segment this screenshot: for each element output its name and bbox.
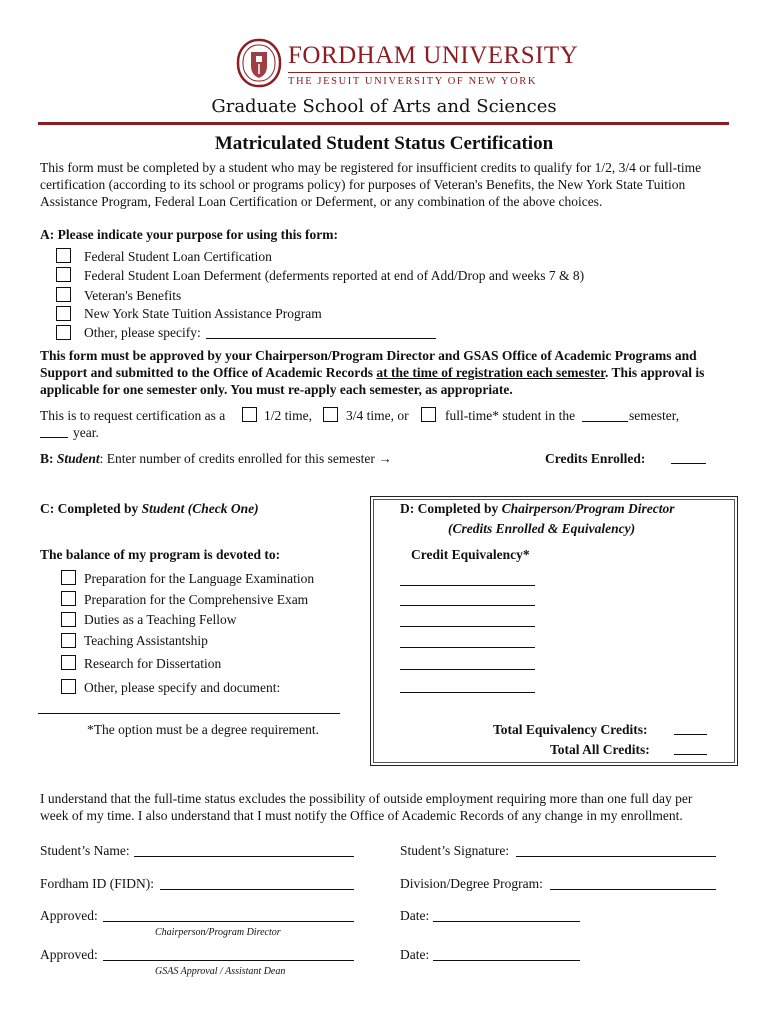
section-d-heading-prefix: D: Completed by — [400, 501, 502, 516]
program-option-label: Research for Dissertation — [84, 656, 222, 671]
logo-rule — [288, 72, 520, 73]
section-a-heading: A: Please indicate your purpose for using this form: — [40, 227, 338, 242]
approval-notice — [40, 347, 720, 398]
university-tagline: THE JESUIT UNIVERSITY OF NEW YORK — [288, 76, 538, 87]
credit-equivalency-field-3[interactable] — [400, 626, 535, 627]
approved-chair-label: Approved: — [40, 908, 98, 923]
request-prefix: This is to request certification as a — [40, 408, 226, 423]
section-b-label-student: Student — [56, 451, 100, 466]
approved-dean-label: Approved: — [40, 947, 98, 962]
purpose-loan-certification-checkbox[interactable] — [56, 248, 71, 263]
half-time-checkbox[interactable] — [242, 407, 257, 422]
division-label: Division/Degree Program: — [400, 876, 543, 891]
program-option-label: Other, please specify and document: — [84, 680, 281, 695]
total-equivalency-label: Total Equivalency Credits: — [493, 722, 648, 737]
fidn-field[interactable] — [160, 889, 354, 890]
school-name: Graduate School of Arts and Sciences — [211, 96, 557, 117]
date-chair-label: Date: — [400, 908, 430, 923]
section-b-instruction: : Enter number of credits enrolled for this semester → — [99, 451, 392, 466]
purpose-option-label: Other, please specify: — [84, 325, 201, 340]
approved-chair-caption: Chairperson/Program Director — [155, 927, 281, 938]
credit-equivalency-label: Credit Equivalency* — [411, 547, 530, 562]
section-d-subheading: (Credits Enrolled & Equivalency) — [448, 521, 636, 536]
student-signature-field[interactable] — [516, 856, 716, 857]
three-quarter-time-label: 3/4 time, or — [346, 408, 409, 423]
credit-equivalency-field-2[interactable] — [400, 605, 535, 606]
credits-enrolled-field[interactable] — [671, 463, 706, 464]
program-other-checkbox[interactable] — [61, 679, 76, 694]
date-dean-field[interactable] — [433, 960, 580, 961]
purpose-other-checkbox[interactable] — [56, 325, 71, 340]
full-time-label: full-time* student in the — [445, 408, 576, 423]
approved-chair-field[interactable] — [103, 921, 354, 922]
student-signature-label: Student’s Signature: — [400, 843, 510, 858]
purpose-loan-deferment-checkbox[interactable] — [56, 267, 71, 282]
section-c-heading-italic: Student (Check One) — [141, 501, 259, 516]
section-b-label: B: — [40, 451, 57, 466]
section-b-text — [40, 450, 392, 467]
program-option-label: Preparation for the Comprehensive Exam — [84, 592, 309, 607]
date-chair-field[interactable] — [433, 921, 580, 922]
student-name-field[interactable] — [134, 856, 354, 857]
fordham-seal-icon — [236, 38, 282, 88]
year-suffix: year. — [73, 425, 99, 440]
program-option-label: Teaching Assistantship — [84, 633, 208, 648]
program-language-exam-checkbox[interactable] — [61, 570, 76, 585]
program-teaching-fellow-checkbox[interactable] — [61, 612, 76, 627]
purpose-option-label: Federal Student Loan Certification — [84, 249, 272, 264]
program-option-label: Preparation for the Language Examination — [84, 571, 315, 586]
intro-paragraph: This form must be completed by a student who may be registered for insufficient credits to qualify for 1/2, 3/4 or full-time certification (according to its school or programs policy) for purposes of Veteran's Benefits, the New York State Tuition Assistance Program, Federal Loan Certification or Deferment, or any combination of the above choices. — [40, 160, 702, 209]
program-dissertation-checkbox[interactable] — [61, 655, 76, 670]
credit-equivalency-field-1[interactable] — [400, 585, 535, 586]
purpose-other-field[interactable] — [206, 338, 436, 339]
purpose-option-label: New York State Tuition Assistance Program — [84, 306, 322, 321]
section-c-heading-prefix: C: Completed by — [40, 501, 142, 516]
university-name: FORDHAM UNIVERSITY — [288, 42, 579, 69]
program-option-label: Duties as a Teaching Fellow — [84, 612, 237, 627]
total-equivalency-field[interactable] — [674, 734, 707, 735]
acknowledgement-paragraph: I understand that the full-time status excludes the possibility of outside employment requiring more than one full day per week of my time. I also understand that I must notify the Office of Academic Records of any change in my enrollment. — [40, 791, 693, 823]
credits-enrolled-label: Credits Enrolled: — [545, 451, 646, 466]
program-teaching-assistantship-checkbox[interactable] — [61, 633, 76, 648]
purpose-tap-checkbox[interactable] — [56, 306, 71, 321]
total-all-credits-field[interactable] — [674, 754, 707, 755]
program-other-field[interactable] — [38, 713, 340, 714]
semester-suffix: semester, — [629, 408, 680, 423]
purpose-option-label: Veteran's Benefits — [84, 288, 182, 303]
credit-equivalency-field-4[interactable] — [400, 647, 535, 648]
fidn-label: Fordham ID (FIDN): — [40, 876, 154, 891]
section-c-subheading: The balance of my program is devoted to: — [40, 547, 281, 562]
semester-field[interactable] — [582, 421, 628, 422]
approval-notice-part2: . This approval is applicable for one semester only. You must re-apply each semester, as appropriate. — [40, 365, 705, 397]
credit-equivalency-field-6[interactable] — [400, 692, 535, 693]
credit-equivalency-field-5[interactable] — [400, 669, 535, 670]
approval-notice-underlined: at the time of registration each semester — [376, 365, 606, 380]
section-c-footnote: *The option must be a degree requirement. — [87, 722, 320, 737]
three-quarter-time-checkbox[interactable] — [323, 407, 338, 422]
student-name-label: Student’s Name: — [40, 843, 130, 858]
section-d-heading-italic: Chairperson/Program Director — [501, 501, 675, 516]
approved-dean-caption: GSAS Approval / Assistant Dean — [155, 966, 286, 977]
header-divider — [38, 122, 729, 125]
date-dean-label: Date: — [400, 947, 430, 962]
half-time-label: 1/2 time, — [264, 408, 312, 423]
full-time-checkbox[interactable] — [421, 407, 436, 422]
program-comprehensive-exam-checkbox[interactable] — [61, 591, 76, 606]
approved-dean-field[interactable] — [103, 960, 354, 961]
form-title: Matriculated Student Status Certification — [214, 133, 554, 154]
purpose-option-label: Federal Student Loan Deferment (deferments reported at end of Add/Drop and weeks 7 & 8) — [84, 268, 585, 283]
year-field[interactable] — [40, 437, 68, 438]
division-field[interactable] — [550, 889, 716, 890]
total-all-credits-label: Total All Credits: — [550, 742, 650, 757]
section-c-heading — [40, 500, 259, 517]
section-d-heading — [400, 500, 675, 517]
purpose-veterans-checkbox[interactable] — [56, 287, 71, 302]
approval-notice-part1: This form must be approved by your Chairperson/Program Director and GSAS Office of Academic Programs and Support and submitted to the Office of Academic Records — [40, 348, 697, 380]
